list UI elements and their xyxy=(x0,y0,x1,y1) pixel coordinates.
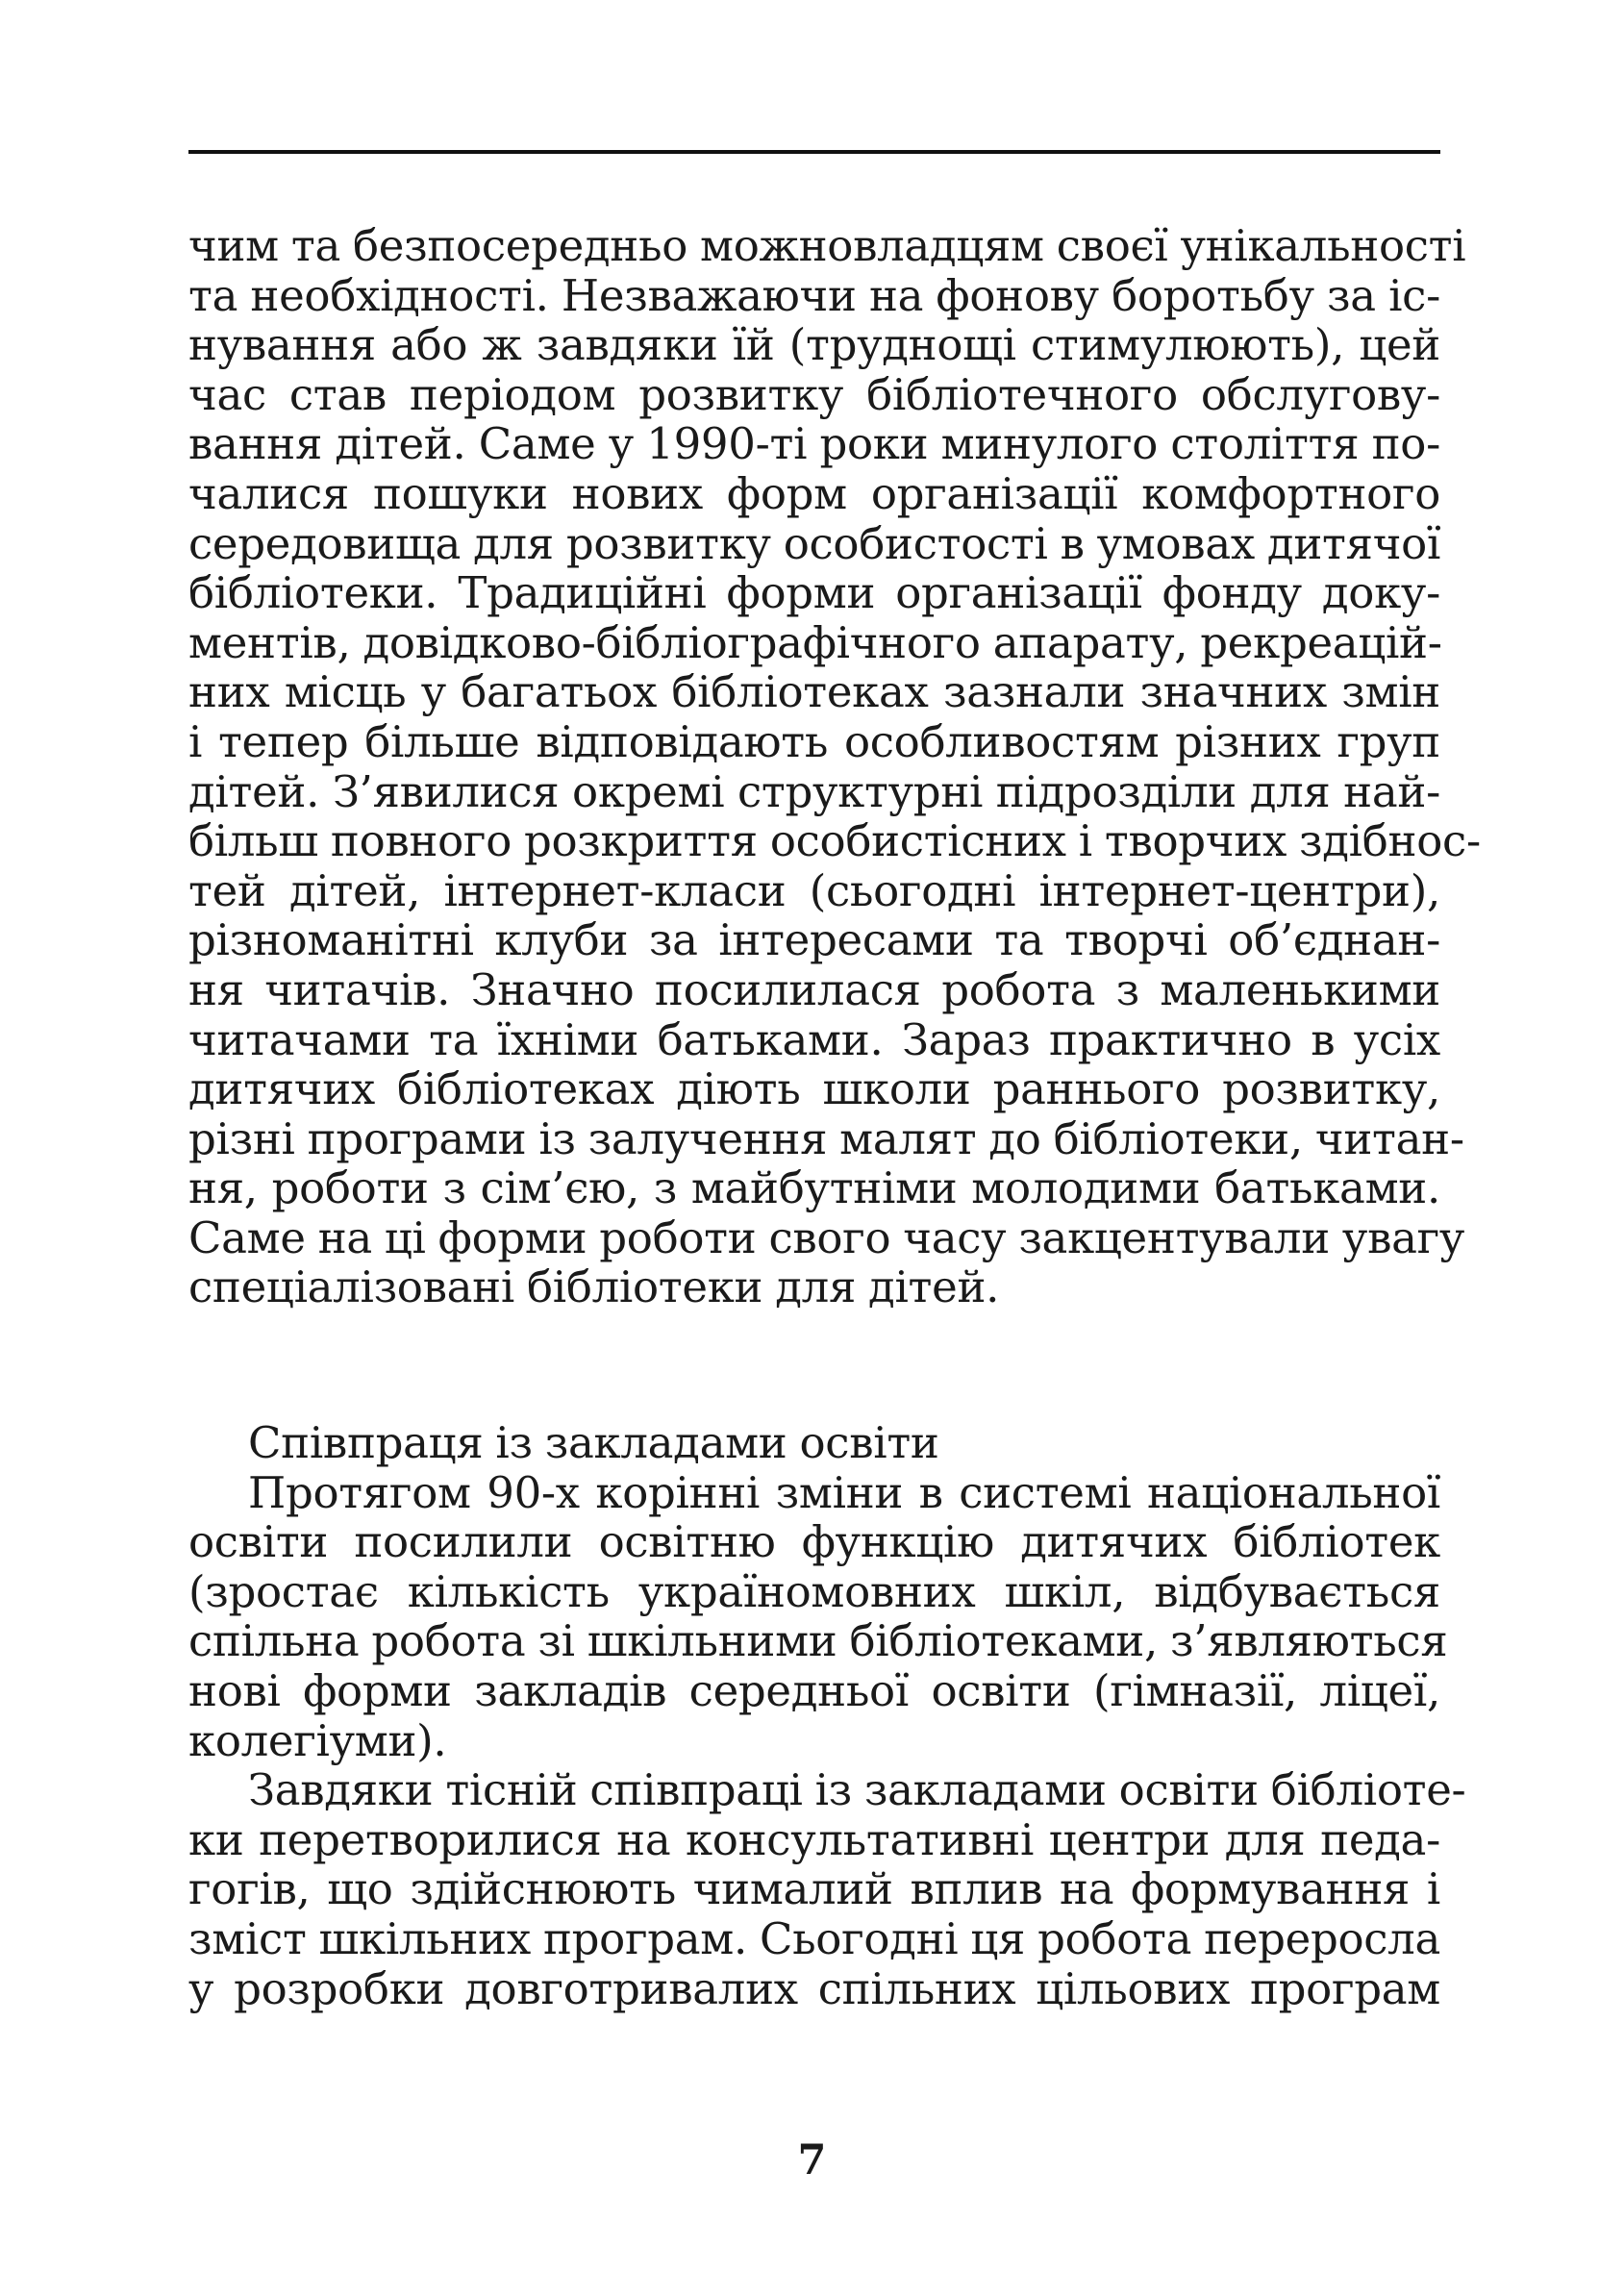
text-line: вання дітей. Саме у 1990-ті роки минулого століття по- xyxy=(188,418,1440,470)
text-line: освіти посилили освітню функцію дитячих бібліотек xyxy=(188,1516,1440,1568)
text-line: середовища для розвитку особистості в умовах дитячої xyxy=(188,517,1441,569)
header-rule xyxy=(188,150,1440,154)
text-line: різні програми із залучення малят до бібліотеки, читан- xyxy=(188,1112,1464,1164)
text-line: ки перетворилися на консультативні центри для педа- xyxy=(188,1813,1440,1865)
text-line: та необхідності. Незважаючи на фонову боротьбу за іс- xyxy=(188,269,1440,321)
text-line: ня читачів. Значно посилилася робота з маленькими xyxy=(188,963,1440,1015)
section-content xyxy=(188,1417,1466,2014)
text-line: у розробки довготривалих спільних цільових програм xyxy=(188,1962,1440,2014)
text-line: і тепер більше відповідають особливостям різних груп xyxy=(188,715,1440,767)
text-line: час став періодом розвитку бібліотечного обслугову- xyxy=(188,368,1440,420)
text-line: них місць у багатьох бібліотеках зазнали значних змін xyxy=(188,666,1440,718)
text-line: бібліотеки. Традиційні форми організації фонду доку- xyxy=(188,567,1440,619)
text-line: дітей. З’явилися окремі структурні підрозділи для най- xyxy=(188,765,1440,817)
text-line: дитячих бібліотеках діють школи раннього розвитку, xyxy=(188,1063,1440,1115)
text-line: чим та безпосередньо можновладцям своєї унікальності xyxy=(188,220,1466,271)
text-line: спільна робота зі шкільними бібліотеками, з’являються xyxy=(188,1615,1448,1667)
text-line: нування або ж завдяки їй (труднощі стимулюють), цей xyxy=(188,319,1440,371)
text-line: Протягом 90-х корінні зміни в системі національної xyxy=(248,1466,1440,1518)
text-line: різноманітні клуби за інтересами та творчі об’єднан- xyxy=(188,914,1440,966)
text-line: гогів, що здійснюють чималий вплив на формування і xyxy=(188,1863,1440,1915)
page-number: 7 xyxy=(797,2136,827,2185)
main-paragraph xyxy=(188,220,1481,1313)
text-line: зміст шкільних програм. Сьогодні ця робота переросла xyxy=(188,1912,1440,1964)
text-line: Саме на ці форми роботи свого часу закцентували увагу xyxy=(188,1211,1465,1263)
text-line: Завдяки тісній співпраці із закладами освіти бібліоте- xyxy=(248,1764,1466,1816)
text-line: чалися пошуки нових форм організації комфортного xyxy=(188,467,1440,519)
text-line: нові форми закладів середньої освіти (гімназії, ліцеї, xyxy=(188,1664,1440,1716)
text-line: колегіуми). xyxy=(188,1714,447,1766)
text-line: більш повного розкриття особистісних і творчих здібнос- xyxy=(188,815,1481,867)
text-line: (зростає кількість україномовних шкіл, відбувається xyxy=(188,1565,1440,1617)
text-line: спеціалізовані бібліотеки для дітей. xyxy=(188,1261,1000,1313)
text-line: ментів, довідково-бібліографічного апарату, рекреацій- xyxy=(188,616,1442,668)
text-line: ня, роботи з сім’єю, з майбутніми молодими батьками. xyxy=(188,1162,1440,1214)
text-line: тей дітей, інтернет-класи (сьогодні інтернет-центри), xyxy=(188,864,1440,916)
text-line: читачами та їхніми батьками. Зараз практично в усіх xyxy=(188,1013,1440,1065)
section-heading: Співпраця із закладами освіти xyxy=(248,1417,939,1468)
